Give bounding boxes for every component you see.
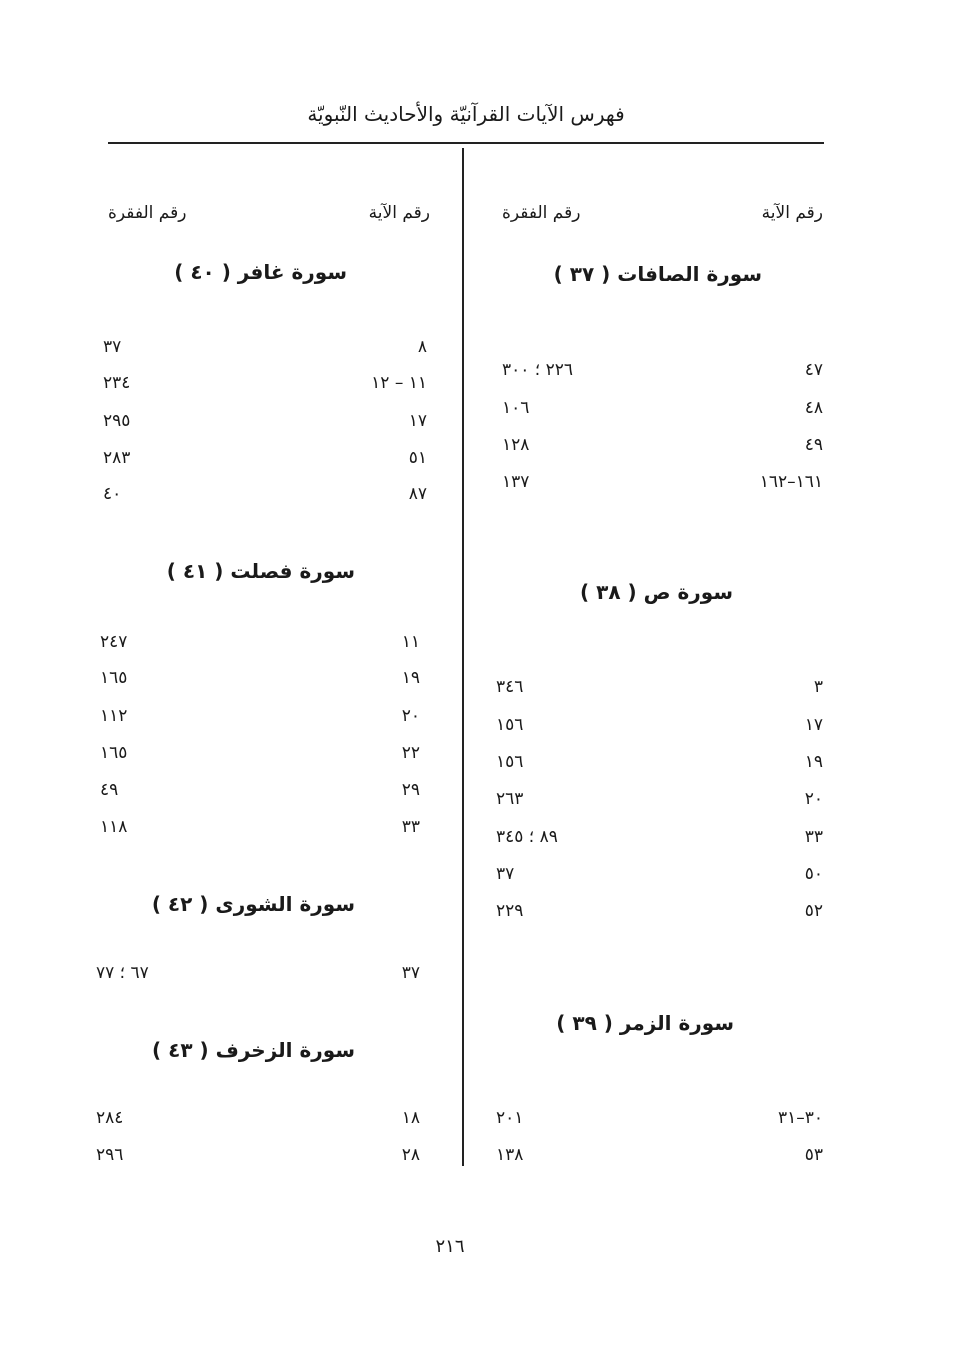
verse-number: ١١ bbox=[401, 632, 420, 652]
paragraph-number: ١٥٦ bbox=[496, 715, 524, 735]
verse-number: ٢٠ bbox=[401, 706, 420, 726]
paragraph-number: ١١٨ bbox=[100, 817, 128, 837]
right-verse-label: رقم الآية bbox=[761, 203, 823, 223]
verse-number: ٢٩ bbox=[401, 780, 420, 800]
paragraph-number: ٢٤٧ bbox=[100, 632, 128, 652]
verse-number: ١٩ bbox=[401, 668, 420, 688]
page-header-title: فهرس الآيات القرآنيّة والأحاديث النّبويّة bbox=[307, 102, 625, 126]
page-number: ٢١٦ bbox=[435, 1236, 465, 1257]
paragraph-number: ١٠٦ bbox=[502, 398, 530, 418]
paragraph-number: ٣٧ bbox=[496, 864, 515, 884]
paragraph-number: ٤٠ bbox=[103, 484, 122, 504]
paragraph-number: ٢٦٣ bbox=[496, 789, 524, 809]
paragraph-number: ٢٩٦ bbox=[96, 1145, 124, 1165]
verse-number: ١٨ bbox=[401, 1108, 420, 1128]
paragraph-number: ٢٨٤ bbox=[96, 1108, 124, 1128]
surah-title: سورة غافر ( ٤٠ ) bbox=[174, 260, 347, 284]
verse-number: ٣ bbox=[813, 677, 823, 697]
paragraph-number: ٣٧ bbox=[103, 337, 122, 357]
verse-number: ٥٢ bbox=[804, 901, 823, 921]
verse-number: ١١ – ١٢ bbox=[371, 373, 427, 393]
right-para-label: رقم الفقرة bbox=[502, 203, 581, 223]
surah-title: سورة فصلت ( ٤١ ) bbox=[166, 559, 355, 583]
verse-number: ٢٠ bbox=[804, 789, 823, 809]
column-divider bbox=[462, 148, 464, 1166]
verse-number: ٢٨ bbox=[401, 1145, 420, 1165]
verse-number: ١٦١–١٦٢ bbox=[759, 472, 823, 492]
verse-number: ٣٠–٣١ bbox=[777, 1108, 823, 1128]
verse-number: ٣٧ bbox=[401, 963, 420, 983]
verse-number: ٣٣ bbox=[804, 827, 823, 847]
paragraph-number: ٢٠١ bbox=[496, 1108, 524, 1128]
verse-number: ٤٩ bbox=[804, 435, 823, 455]
paragraph-number: ١٦٥ bbox=[100, 668, 128, 688]
paragraph-number: ٢٨٣ bbox=[103, 448, 131, 468]
paragraph-number: ٤٩ bbox=[100, 780, 119, 800]
verse-number: ٣٣ bbox=[401, 817, 420, 837]
paragraph-number: ١٢٨ bbox=[502, 435, 530, 455]
left-para-label: رقم الفقرة bbox=[108, 203, 187, 223]
verse-number: ٢٢ bbox=[401, 743, 420, 763]
verse-number: ٥٠ bbox=[804, 864, 823, 884]
verse-number: ١٧ bbox=[408, 411, 427, 431]
paragraph-number: ١٣٨ bbox=[496, 1145, 524, 1165]
paragraph-number: ١١٢ bbox=[100, 706, 128, 726]
paragraph-number: ٣٤٦ bbox=[496, 677, 524, 697]
surah-title: سورة الزخرف ( ٤٣ ) bbox=[152, 1038, 355, 1062]
paragraph-number: ١٣٧ bbox=[502, 472, 530, 492]
paragraph-number: ٦٧ ؛ ٧٧ bbox=[96, 963, 149, 983]
surah-title: سورة الشورى ( ٤٢ ) bbox=[151, 892, 355, 916]
paragraph-number: ٨٩ ؛ ٣٤٥ bbox=[496, 827, 558, 847]
verse-number: ٤٧ bbox=[804, 360, 823, 380]
surah-title: سورة الزمر ( ٣٩ ) bbox=[556, 1011, 734, 1035]
surah-title: سورة ص ( ٣٨ ) bbox=[580, 580, 733, 604]
paragraph-number: ٢٩٥ bbox=[103, 411, 131, 431]
verse-number: ٥٣ bbox=[804, 1145, 823, 1165]
paragraph-number: ١٦٥ bbox=[100, 743, 128, 763]
paragraph-number: ٢٢٦ ؛ ٣٠٠ bbox=[502, 360, 574, 380]
verse-number: ١٩ bbox=[804, 752, 823, 772]
verse-number: ٨٧ bbox=[408, 484, 427, 504]
verse-number: ٤٨ bbox=[804, 398, 823, 418]
paragraph-number: ٢٢٩ bbox=[496, 901, 524, 921]
verse-number: ٨ bbox=[417, 337, 427, 357]
verse-number: ٥١ bbox=[408, 448, 427, 468]
left-verse-label: رقم الآية bbox=[368, 203, 430, 223]
surah-title: سورة الصافات ( ٣٧ ) bbox=[553, 262, 762, 286]
header-rule bbox=[108, 142, 824, 144]
paragraph-number: ١٥٦ bbox=[496, 752, 524, 772]
paragraph-number: ٢٣٤ bbox=[103, 373, 131, 393]
verse-number: ١٧ bbox=[804, 715, 823, 735]
